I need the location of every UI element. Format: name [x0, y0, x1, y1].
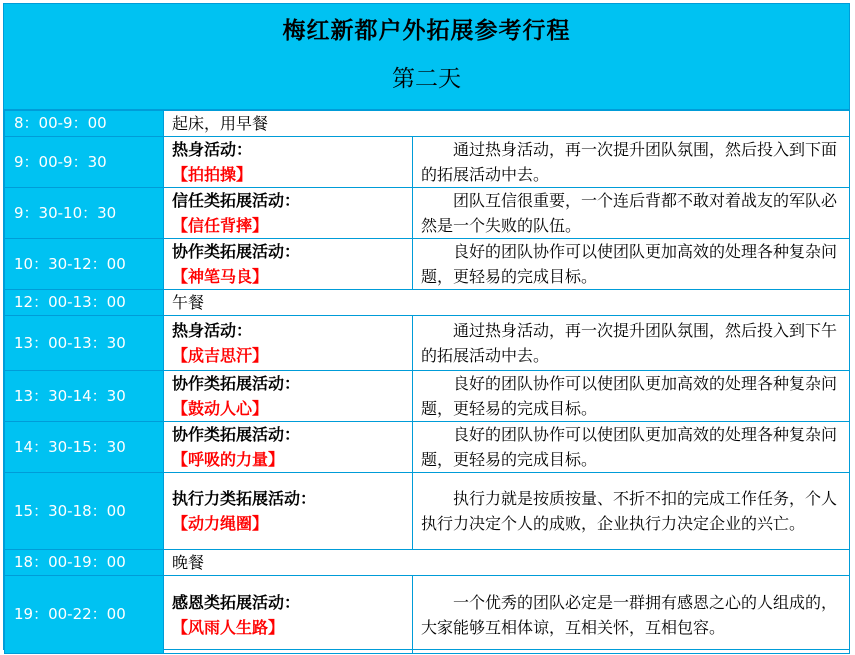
itinerary-sheet	[3, 3, 850, 650]
description-cell: 一个优秀的团队必定是一群拥有感恩之心的人组成的，大家能够互相体谅，互相关怀，互相包容。	[413, 576, 850, 654]
description-cell: 良好的团队协作可以使团队更加高效的处理各种复杂问题，更轻易的完成目标。	[413, 371, 850, 422]
activity-name: 【信任背摔】	[172, 216, 269, 235]
schedule-row	[5, 316, 850, 371]
time-cell: 14：30-15：30	[5, 422, 164, 473]
activity-cell	[164, 473, 413, 550]
activity-type: 协作类拓展活动：	[172, 425, 301, 444]
activity-type: 感恩类拓展活动：	[172, 592, 301, 612]
activity-name: 【拍拍操】	[172, 165, 253, 184]
activity-name: 【神笔马良】	[172, 267, 269, 286]
schedule-row	[5, 290, 850, 316]
time-cell: 15：30-18：00	[5, 473, 164, 550]
activity-type: 热身活动：	[172, 321, 253, 340]
time-cell: 12：00-13：00	[5, 290, 164, 316]
activity-type: 热身活动：	[172, 140, 253, 159]
time-cell: 18：00-19：00	[5, 550, 164, 576]
schedule-row	[5, 422, 850, 473]
schedule-row	[5, 371, 850, 422]
time-cell: 9：00-9：30	[5, 137, 164, 188]
description-cell: 通过热身活动，再一次提升团队氛围，然后投入到下面的拓展活动中去。	[413, 137, 850, 188]
activity-cell	[164, 316, 413, 371]
activity-name: 【鼓动人心】	[172, 399, 269, 418]
description-cell: 执行力就是按质按量、不折不扣的完成工作任务，个人执行力决定个人的成败，企业执行力决定企业的兴亡。	[413, 473, 850, 550]
time-cell: 8：00-9：00	[5, 111, 164, 137]
page-title: 梅红新都户外拓展参考行程	[282, 17, 571, 44]
activity-cell	[164, 188, 413, 239]
activity-cell	[164, 371, 413, 422]
description-cell: 通过热身活动，再一次提升团队氛围，然后投入到下午的拓展活动中去。	[413, 316, 850, 371]
activity-name: 【成吉思汗】	[172, 346, 269, 365]
description-cell: 团队互信很重要，一个连后背都不敢对着战友的军队必然是一个失败的队伍。	[413, 188, 850, 239]
activity-type: 协作类拓展活动：	[172, 242, 301, 261]
time-cell: 9：30-10：30	[5, 188, 164, 239]
activity-name: 【呼吸的力量】	[172, 450, 285, 469]
day-subtitle: 第二天	[392, 66, 461, 92]
schedule-row	[5, 576, 850, 654]
time-cell: 19：00-22：00	[5, 576, 164, 654]
event-cell: 午餐	[164, 290, 850, 316]
activity-type: 信任类拓展活动：	[172, 191, 301, 210]
time-cell: 13：00-13：30	[5, 316, 164, 371]
schedule-row	[5, 188, 850, 239]
title-block	[4, 4, 849, 110]
activity-cell	[164, 576, 413, 654]
schedule-table	[4, 110, 850, 654]
description-cell: 良好的团队协作可以使团队更加高效的处理各种复杂问题，更轻易的完成目标。	[413, 239, 850, 290]
time-cell: 10：30-12：00	[5, 239, 164, 290]
activity-type: 协作类拓展活动：	[172, 374, 301, 393]
activity-name: 【动力绳圈】	[172, 514, 269, 533]
schedule-row	[5, 550, 850, 576]
activity-type: 执行力类拓展活动：	[172, 489, 317, 508]
description-cell: 良好的团队协作可以使团队更加高效的处理各种复杂问题，更轻易的完成目标。	[413, 422, 850, 473]
time-cell: 13：30-14：30	[5, 371, 164, 422]
activity-cell	[164, 422, 413, 473]
schedule-row	[5, 473, 850, 550]
schedule-row	[5, 239, 850, 290]
event-cell: 晚餐	[164, 550, 850, 576]
event-cell: 起床，用早餐	[164, 111, 850, 137]
activity-cell	[164, 137, 413, 188]
activity-cell	[164, 239, 413, 290]
schedule-row	[5, 137, 850, 188]
activity-name: 【风雨人生路】	[172, 617, 285, 637]
schedule-row	[5, 111, 850, 137]
